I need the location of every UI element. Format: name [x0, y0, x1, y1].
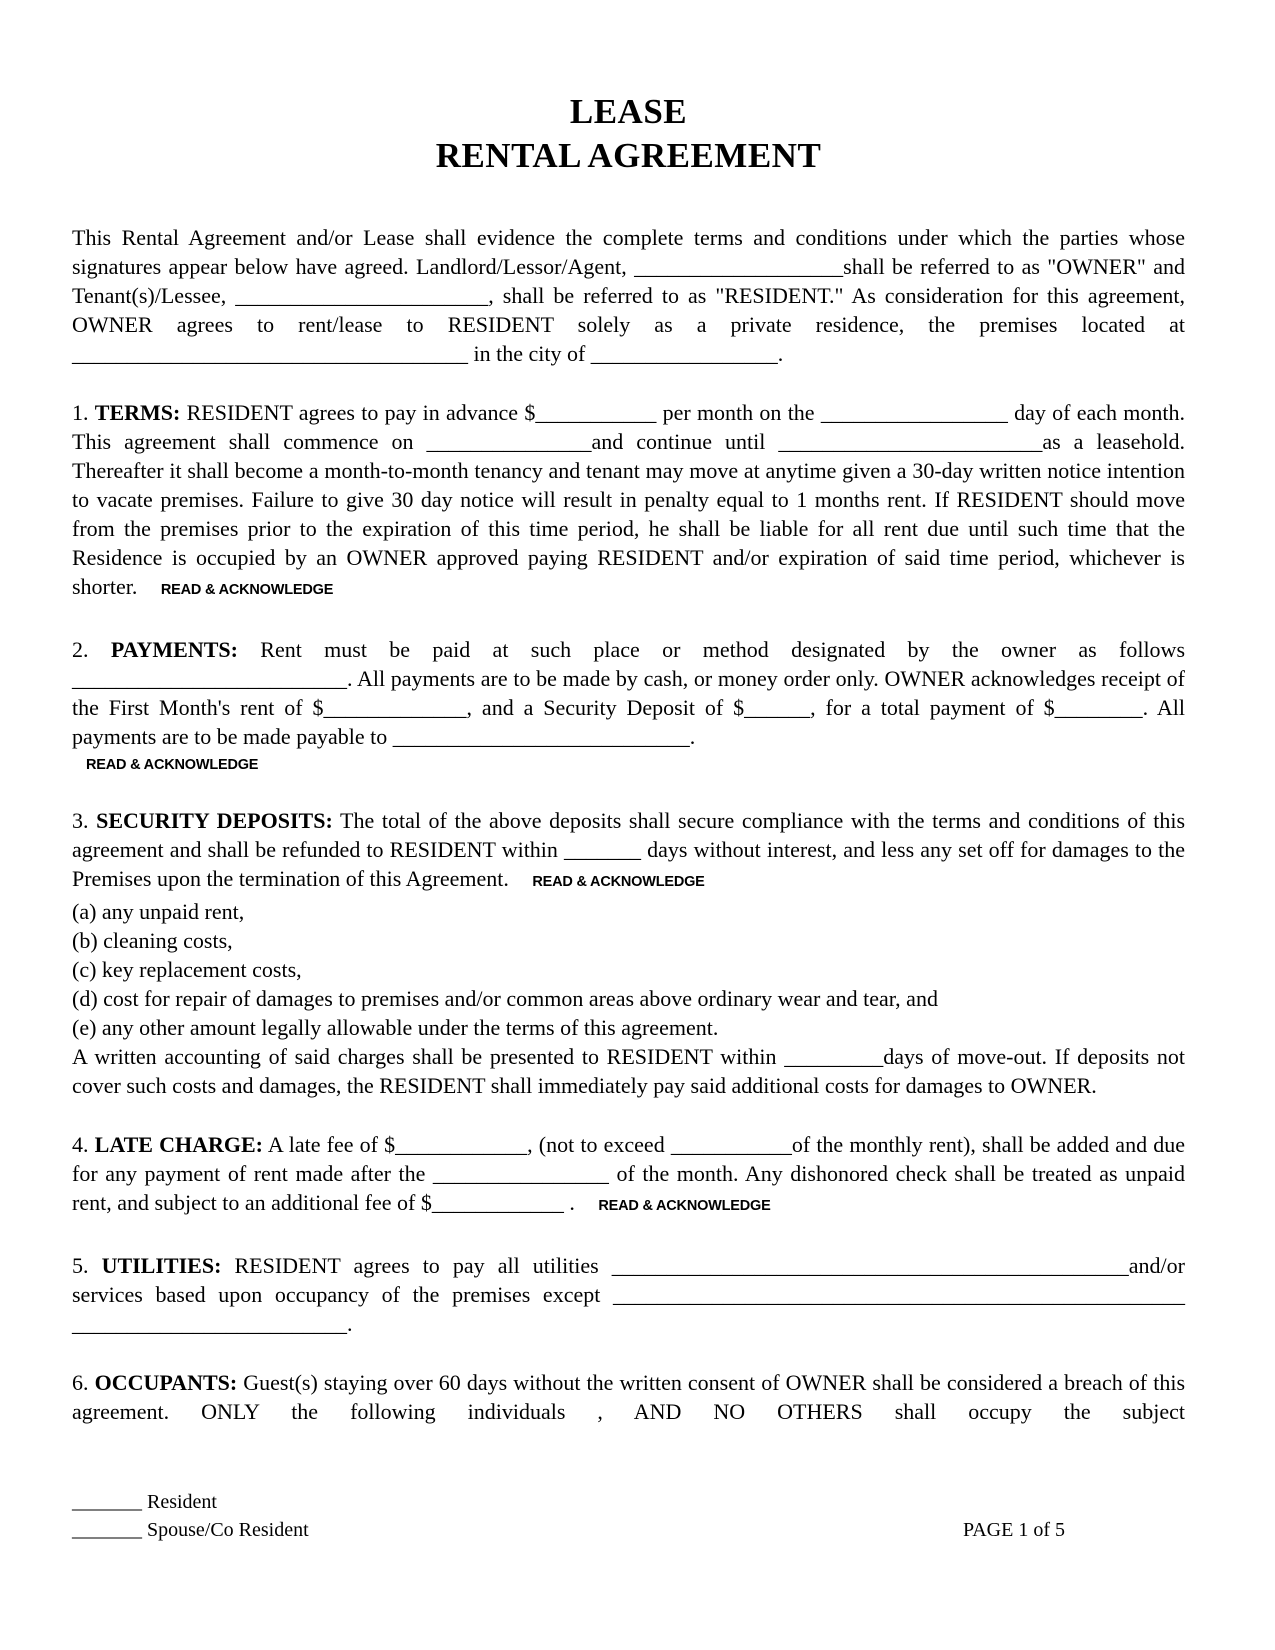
payments-body: Rent must be paid at such place or method designated by the owner as follows _________________________. All payments are to be made by cash, or money order only. OWNER acknowledges receipt of the First Month's rent of $_____________, and a Security Deposit of $______, for a total payment of $________. All payments are to be made payable to ___________________________. [72, 637, 1185, 749]
terms-heading: TERMS: [94, 400, 181, 425]
late-charge-paragraph [72, 1130, 1185, 1221]
utilities-heading: UTILITIES: [101, 1253, 222, 1278]
occupants-body: Guest(s) staying over 60 days without the written consent of OWNER shall be considered a breach of this agreement. ONLY the following individuals , AND NO OTHERS shall occupy the subject [72, 1370, 1186, 1424]
occupants-paragraph [72, 1368, 1185, 1426]
security-closing-paragraph: A written accounting of said charges shall be presented to RESIDENT within _________days of move-out. If deposits not cover such costs and damages, the RESIDENT shall immediately pay said additional costs for damages to OWNER. [72, 1044, 1185, 1098]
resident-signature-row [72, 1488, 1185, 1516]
page-number: PAGE 1 of 5 [962, 1519, 1065, 1541]
utilities-number: 5. [72, 1253, 89, 1278]
late-charge-number: 4. [72, 1132, 89, 1157]
late-charge-read-acknowledge-label: READ & ACKNOWLEDGE [598, 1198, 771, 1214]
title-line-rental-agreement: RENTAL AGREEMENT [435, 136, 822, 175]
security-read-acknowledge-label: READ & ACKNOWLEDGE [532, 874, 705, 890]
security-body: The total of the above deposits shall secure compliance with the terms and conditions of this agreement and shall be refunded to RESIDENT within _______ days without interest, and less any set off for damages to the Premises upon the termination of this Agreement. [72, 808, 1186, 891]
terms-number: 1. [72, 400, 89, 425]
security-item-c: (c) key replacement costs, [72, 957, 302, 982]
late-charge-body: A late fee of $____________, (not to exceed ___________of the monthly rent), shall be added and due for any payment of rent made after the ________________ of the month. Any dishonored check shall be treated as unpaid rent, and subject to an additional fee of $____________ . [72, 1132, 1185, 1215]
late-charge-heading: LATE CHARGE: [94, 1132, 263, 1157]
resident-signature-line [72, 1488, 217, 1516]
intro-paragraph: This Rental Agreement and/or Lease shall evidence the complete terms and conditions under which the parties whose signatures appear below have agreed. Landlord/Lessor/Agent, ___________________shall be referred to as "OWNER" and Tenant(s)/Lessee, _______________________, shall be referred to as "RESIDENT." As consideration for this agreement, OWNER agrees to rent/lease to RESIDENT solely as a private residence, the premises located at ____________________________________ in the city of _________________. [72, 225, 1185, 366]
spouse-label: Spouse/Co Resident [147, 1519, 309, 1541]
payments-read-acknowledge-row [86, 754, 1185, 776]
occupants-number: 6. [72, 1370, 89, 1395]
occupants-heading: OCCUPANTS: [94, 1370, 238, 1395]
security-paragraph [72, 806, 1185, 897]
spouse-signature-blank: _______ [72, 1519, 142, 1541]
section-occupants [72, 1368, 1185, 1426]
security-item-a: (a) any unpaid rent, [72, 899, 245, 924]
terms-body: RESIDENT agrees to pay in advance $___________ per month on the _________________ day of each month. This agreement shall commence on _______________and continue until ________________________as a leasehold. Thereafter it shall become a month-to-month tenancy and tenant may move at anytime given a 30-day written notice intention to vacate premises. Failure to give 30 day notice will result in penalty equal to 1 months rent. If RESIDENT should move from the premises prior to the expiration of this time period, he shall be liable for all rent due until such time that the Residence is occupied by an OWNER approved paying RESIDENT and/or expiration of said time period, whichever is shorter. [72, 400, 1185, 599]
payments-heading: PAYMENTS: [110, 637, 238, 662]
terms-read-acknowledge-label: READ & ACKNOWLEDGE [160, 582, 334, 598]
payments-paragraph [72, 635, 1185, 751]
payments-number: 2. [72, 637, 89, 662]
section-security-deposits [72, 806, 1185, 1100]
payments-read-acknowledge-label: READ & ACKNOWLEDGE [86, 757, 259, 773]
utilities-paragraph [72, 1251, 1185, 1338]
terms-paragraph [72, 398, 1185, 605]
spouse-signature-line [72, 1516, 309, 1544]
security-heading: SECURITY DEPOSITS: [96, 808, 333, 833]
section-payments [72, 635, 1185, 776]
page-footer [72, 1488, 1185, 1544]
security-item-d: (d) cost for repair of damages to premises and/or common areas above ordinary wear and tear, and [72, 986, 938, 1011]
security-number: 3. [72, 808, 89, 833]
section-late-charge [72, 1130, 1185, 1221]
title-line-lease: LEASE [569, 92, 688, 131]
resident-signature-blank: _______ [72, 1491, 142, 1513]
security-item-e: (e) any other amount legally allowable under the terms of this agreement. [72, 1015, 719, 1040]
section-utilities [72, 1251, 1185, 1338]
utilities-body: RESIDENT agrees to pay all utilities _______________________________________________and/or services based upon occupancy of the premises except ____________________________________________________ _________________________. [72, 1253, 1185, 1336]
security-item-b: (b) cleaning costs, [72, 928, 233, 953]
spouse-signature-row [72, 1516, 1185, 1544]
section-terms [72, 398, 1185, 605]
resident-label: Resident [147, 1491, 217, 1513]
document-title [72, 90, 1185, 178]
